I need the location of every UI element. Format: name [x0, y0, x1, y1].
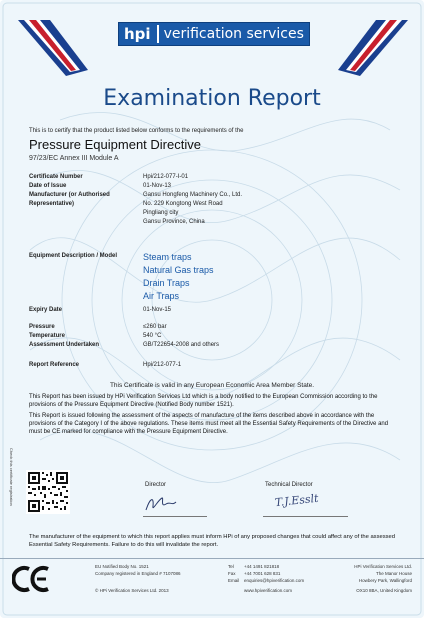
director-signature-line [143, 516, 207, 517]
report-ref-value: Hpi/212-077-1 [143, 362, 182, 368]
equipment-item-2: Natural Gas traps [143, 265, 214, 275]
change-notice-paragraph: The manufacturer of the equipment to which this report applies must inform HPi of any proposed changes that could affect any of the assessed Essential Safety Requirements. Failure to do this will invalidate the report. [29, 534, 395, 548]
assessment-label: Assessment Undertaken [29, 342, 100, 348]
notified-body-paragraph: This Report has been issued by HPi Verification Services Ltd which is a body notified to the European Commission according to the provisions of the Pressure Equipment Directive (Notified Body number 1521). [29, 394, 378, 408]
technical-director-signature: T.J.Esslt [274, 491, 320, 510]
footer-address-2: The Manor House [375, 571, 412, 576]
assessment-value: GB/T22654-2008 and others [143, 342, 220, 348]
footer-website-link[interactable]: www.hpiverification.com [244, 588, 293, 593]
footer-fax-value: +44 7001 628 831 [244, 571, 281, 576]
pressure-label: Pressure [29, 324, 55, 330]
equipment-item-1: Steam traps [143, 252, 192, 262]
footer-divider [0, 558, 424, 559]
equipment-label: Equipment Description / Model [29, 253, 118, 259]
manufacturer-label-2: Representative) [29, 201, 75, 207]
footer-tel-label: Tel [228, 564, 234, 569]
ce-mark-icon [12, 563, 52, 595]
date-issue-label: Date of Issue [29, 183, 67, 189]
temperature-label: Temperature [29, 333, 65, 339]
manufacturer-label-1: Manufacturer (or Authorised [29, 192, 110, 198]
union-flag-emblem-right [336, 14, 416, 80]
footer-company-reg: Company registered in England # 7107086 [95, 571, 181, 576]
directive-title: Pressure Equipment Directive [29, 137, 201, 152]
cert-number-value: Hpi/212-077-I-01 [143, 174, 189, 180]
union-flag-emblem-left [10, 14, 90, 80]
manufacturer-line-3: Pingliang city [143, 210, 179, 216]
directive-subtitle: 97/23/EC Annex III Module A [29, 155, 119, 162]
manufacturer-line-4: Gansu Province, China [143, 219, 205, 225]
hpi-logo [118, 22, 310, 46]
footer-email-label: Email [228, 578, 240, 583]
manufacturer-line-2: No. 229 Kongtong West Road [143, 201, 223, 207]
director-signature [140, 492, 180, 514]
date-issue-value: 01-Nov-13 [143, 183, 172, 189]
director-label: Director [145, 482, 167, 488]
expiry-label: Expiry Date [29, 307, 63, 313]
technical-director-label: Technical Director [265, 482, 313, 488]
technical-director-signature-line [263, 516, 348, 517]
registration-vertical-text: Check this certificate registration [9, 448, 14, 506]
intro-text: This is to certify that the product listed below conforms to the requirements of the [29, 128, 244, 134]
equipment-item-3: Drain Traps [143, 278, 190, 288]
cert-number-label: Certificate Number [29, 174, 83, 180]
footer-email-link[interactable]: enquiries@hpiverification.com [244, 578, 305, 583]
qr-code[interactable] [26, 470, 70, 514]
footer-fax-label: Fax [228, 571, 236, 576]
page-title: Examination Report [103, 86, 321, 111]
assessment-paragraph: This Report is issued following the assessment of the aspects of manufacture of the items described above in accordance with the provisions of the Category I of the above regulations. These items must meet all the Essential Safety Requirements of the Directive and must be CE marked for compliance with the Pressure Equipment Directive. [29, 413, 389, 435]
footer-tel-value: +44 1491 821818 [244, 564, 280, 569]
pressure-value: ≤260 bar [143, 324, 167, 330]
footer-notified-body: EU Notified Body No. 1521 [95, 564, 149, 569]
logo-text: verification services [163, 26, 304, 42]
expiry-value: 01-Nov-15 [143, 307, 172, 313]
footer-address-1: HPi Verification Services Ltd. [354, 564, 412, 569]
validity-note: This Certificate is valid in any European Economic Area Member State. [109, 382, 315, 389]
manufacturer-line-1: Gansu Hongfeng Machinery Co., Ltd. [143, 192, 243, 198]
footer-copyright: © HPi Verification Services Ltd. 2013 [95, 588, 169, 593]
footer-address-3: Howbery Park, Wallingford [358, 578, 412, 583]
equipment-item-4: Air Traps [143, 291, 180, 301]
temperature-value: 540 °C [143, 333, 162, 339]
report-ref-label: Report Reference [29, 362, 80, 368]
logo-brand: hpi [119, 25, 159, 43]
footer-address-4: OX10 8BA, United Kingdom [356, 588, 412, 593]
